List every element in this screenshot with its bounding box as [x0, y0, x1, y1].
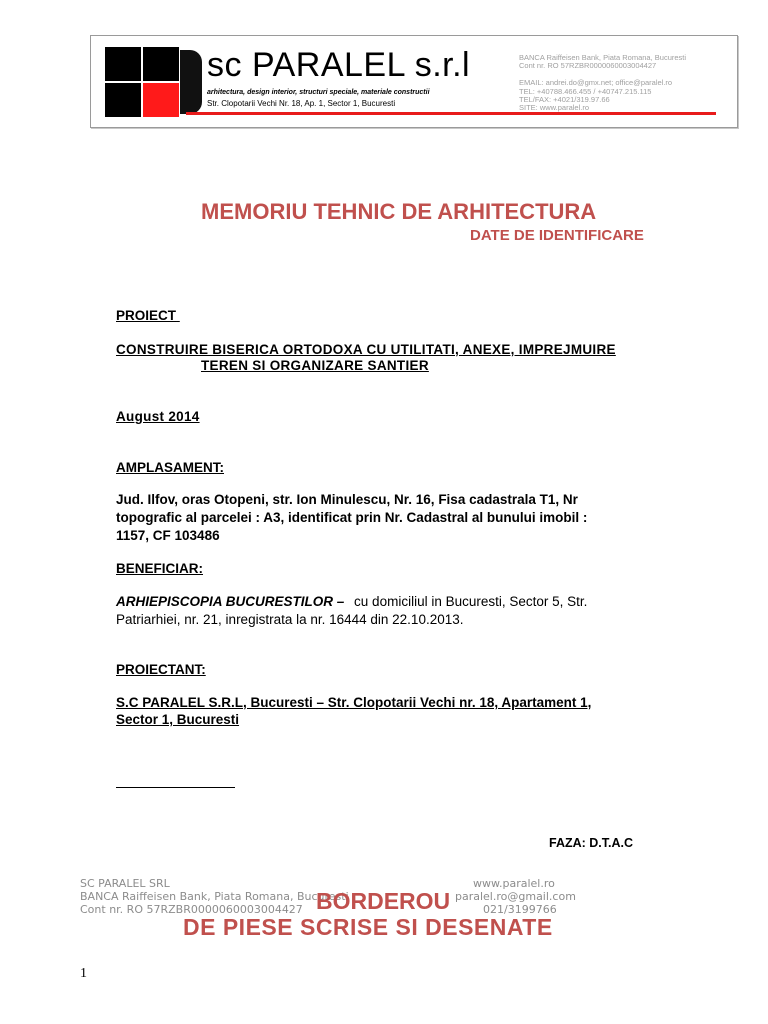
logo-square [143, 47, 179, 81]
footer-phone: 021/3199766 [483, 903, 557, 916]
amplasament-label: AMPLASAMENT: [116, 460, 224, 475]
proiectant-label: PROIECTANT: [116, 662, 206, 677]
logo-square [105, 83, 141, 117]
beneficiar-text: cu domiciliul in Bucuresti, Sector 5, Str. [354, 594, 588, 609]
proiectant-line1: S.C PARALEL S.R.L, Bucuresti – Str. Clopotarii Vechi nr. 18, Apartament 1, [116, 695, 592, 710]
proiect-line2-text: TEREN SI ORGANIZARE SANTIER [201, 358, 429, 373]
logo-bar [180, 50, 202, 114]
contact-line: TEL/FAX: +4021/319.97.66 [519, 95, 610, 105]
amplasament-line: topografic al parcelei : A3, identificat prin Nr. Cadastral al bunului imobil : [116, 510, 588, 525]
contact-line: TEL: +40788.466.455 / +40747.215.115 [519, 86, 652, 96]
beneficiar-line1 [116, 593, 587, 611]
contact-line: SITE: www.paralel.ro [519, 103, 590, 113]
proiect-underline-fill [176, 307, 236, 325]
proiect-line1-text: CONSTRUIRE BISERICA ORTODOXA CU UTILITATI, ANEXE, IMPREJMUIRE [116, 342, 616, 357]
beneficiar-name: ARHIEPISCOPIA BUCURESTILOR – [116, 594, 345, 609]
logo-square [105, 47, 141, 81]
proiect-description-line2 [201, 357, 429, 375]
footer-line: SC PARALEL SRL [80, 877, 170, 890]
proiect-heading [116, 307, 236, 325]
footer-right [455, 877, 576, 916]
company-name: sc PARALEL s.r.l [207, 46, 471, 84]
document-title: MEMORIU TEHNIC DE ARHITECTURA [201, 199, 597, 224]
contact-line: Cont nr. RO 57RZBR0000060003004427 [519, 61, 657, 71]
footer-line: Cont nr. RO 57RZBR0000060003004427 [80, 903, 303, 916]
beneficiar-line2: Patriarhiei, nr. 21, inregistrata la nr. 16444 din 22.10.2013. [116, 612, 464, 627]
contact-line: EMAIL: andrei.do@gmx.net; office@paralel.ro [519, 78, 673, 88]
company-tagline: arhitectura, design interior, structuri speciale, materiale constructii [207, 89, 430, 96]
proiectant-line2: Sector 1, Bucuresti [116, 712, 240, 727]
amplasament-line: Jud. Ilfov, oras Otopeni, str. Ion Minulescu, Nr. 16, Fisa cadastrala T1, Nr [116, 492, 578, 507]
company-logo [105, 47, 180, 117]
letterhead-contact-info [519, 54, 686, 113]
beneficiar-label: BENEFICIAR: [116, 561, 203, 576]
document-date: August 2014 [116, 409, 200, 424]
signature-line [116, 787, 235, 788]
document-subtitle: DATE DE IDENTIFICARE [470, 227, 644, 244]
footer-line: BANCA Raiffeisen Bank, Piata Romana, Bucuresti [80, 890, 349, 903]
contact-line: BANCA Raiffeisen Bank, Piata Romana, Bucuresti [519, 53, 687, 62]
footer-email: paralel.ro@gmail.com [455, 890, 576, 903]
borderou-title: BORDEROU [316, 888, 451, 914]
amplasament-line: 1157, CF 103486 [116, 528, 220, 543]
faza-label: FAZA: D.T.A.C [549, 836, 634, 850]
company-address: Str. Clopotarii Vechi Nr. 18, Ap. 1, Sector 1, Bucuresti [207, 99, 396, 108]
proiect-label: PROIECT [116, 308, 177, 323]
piese-title: DE PIESE SCRISE SI DESENATE [183, 914, 553, 940]
page-number: 1 [80, 966, 87, 981]
footer-website: www.paralel.ro [473, 877, 555, 890]
footer-left [80, 877, 349, 916]
logo-square-red [143, 83, 179, 117]
